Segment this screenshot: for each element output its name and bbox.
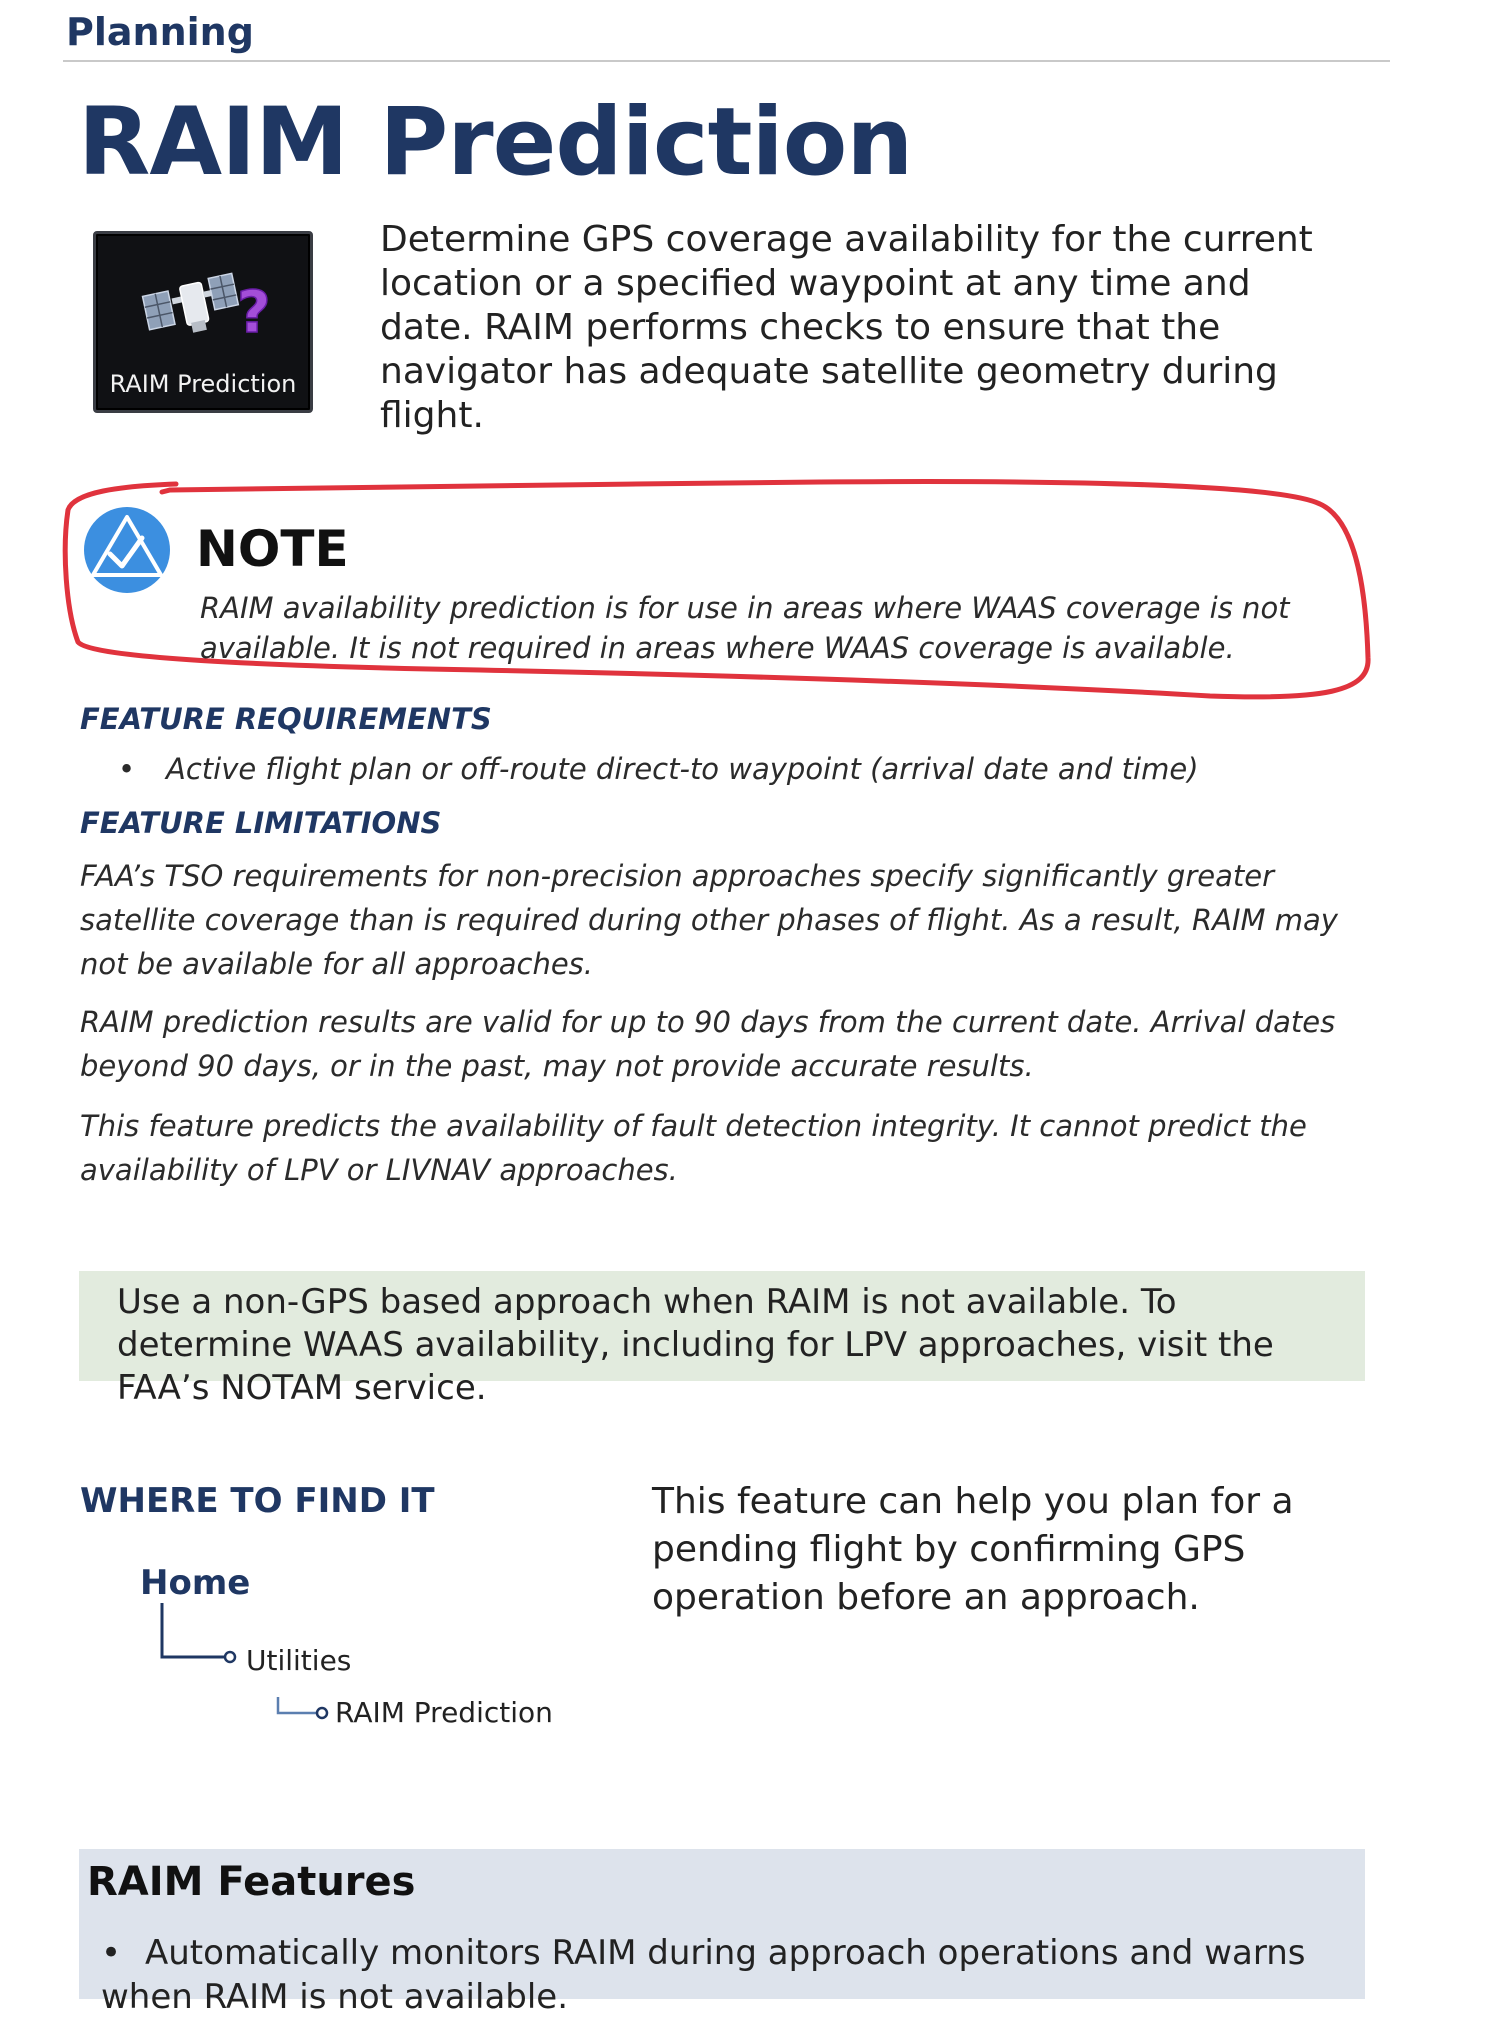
raim-features-title: RAIM Features [87, 1859, 416, 1905]
where-description: This feature can help you plan for a pending flight by confirming GPS operation before an approach. [652, 1481, 1294, 1618]
limitations-heading: FEATURE LIMITATIONS [80, 806, 442, 840]
requirements-heading: FEATURE REQUIREMENTS [80, 702, 492, 736]
raim-features-box [79, 1849, 1365, 2017]
section-heading: Planning [66, 10, 254, 54]
limitation-paragraph: This feature predicts the availability of fault detection integrity. It cannot predict the availability of LPV or LIVNAV approaches. [80, 1109, 1307, 1187]
note-title: NOTE [196, 520, 349, 578]
checkmark-triangle-icon [82, 505, 172, 595]
requirement-text: Active flight plan or off-route direct-to waypoint (arrival date and time) [166, 752, 1199, 786]
app-button-label: RAIM Prediction [109, 370, 297, 398]
nav-path-home: Home [140, 1563, 251, 1603]
nav-path-raim-prediction: RAIM Prediction [335, 1696, 553, 1729]
tip-box [79, 1271, 1365, 1408]
header-divider [63, 60, 1390, 62]
raim-prediction-app-button[interactable] [93, 231, 313, 413]
nav-path-utilities: Utilities [246, 1644, 352, 1677]
feature-item [101, 1931, 1341, 2019]
bullet: • [118, 752, 136, 786]
satellite-question-icon [141, 262, 271, 346]
where-to-find-heading: WHERE TO FIND IT [80, 1481, 435, 1521]
feature-text: Automatically monitors RAIM during approach operations and warns when RAIM is not available. [101, 1933, 1306, 2017]
tip-text: Use a non-GPS based approach when RAIM is not available. To determine WAAS availability, including for LPV approaches, visit the FAA’s NOTAM service. [117, 1282, 1274, 1408]
requirement-item [118, 752, 1199, 786]
intro-paragraph: Determine GPS coverage availability for the current location or a specified waypoint at any time and date. RAIM performs checks to ensure that the navigator has adequate satellite geometry during flight. [380, 219, 1313, 436]
svg-text:?: ? [237, 278, 271, 346]
bullet: • [101, 1933, 122, 1973]
note-text: RAIM availability prediction is for use in areas where WAAS coverage is not available. It is not required in areas where WAAS coverage is available. [200, 591, 1290, 665]
page-title: RAIM Prediction [78, 88, 913, 197]
limitation-paragraph: FAA’s TSO requirements for non-precision approaches specify significantly greater satellite coverage than is required during other phases of flight. As a result, RAIM may not be available for all approaches. [80, 859, 1338, 981]
limitation-paragraph: RAIM prediction results are valid for up to 90 days from the current date. Arrival dates beyond 90 days, or in the past, may not provide accurate results. [80, 1005, 1336, 1083]
